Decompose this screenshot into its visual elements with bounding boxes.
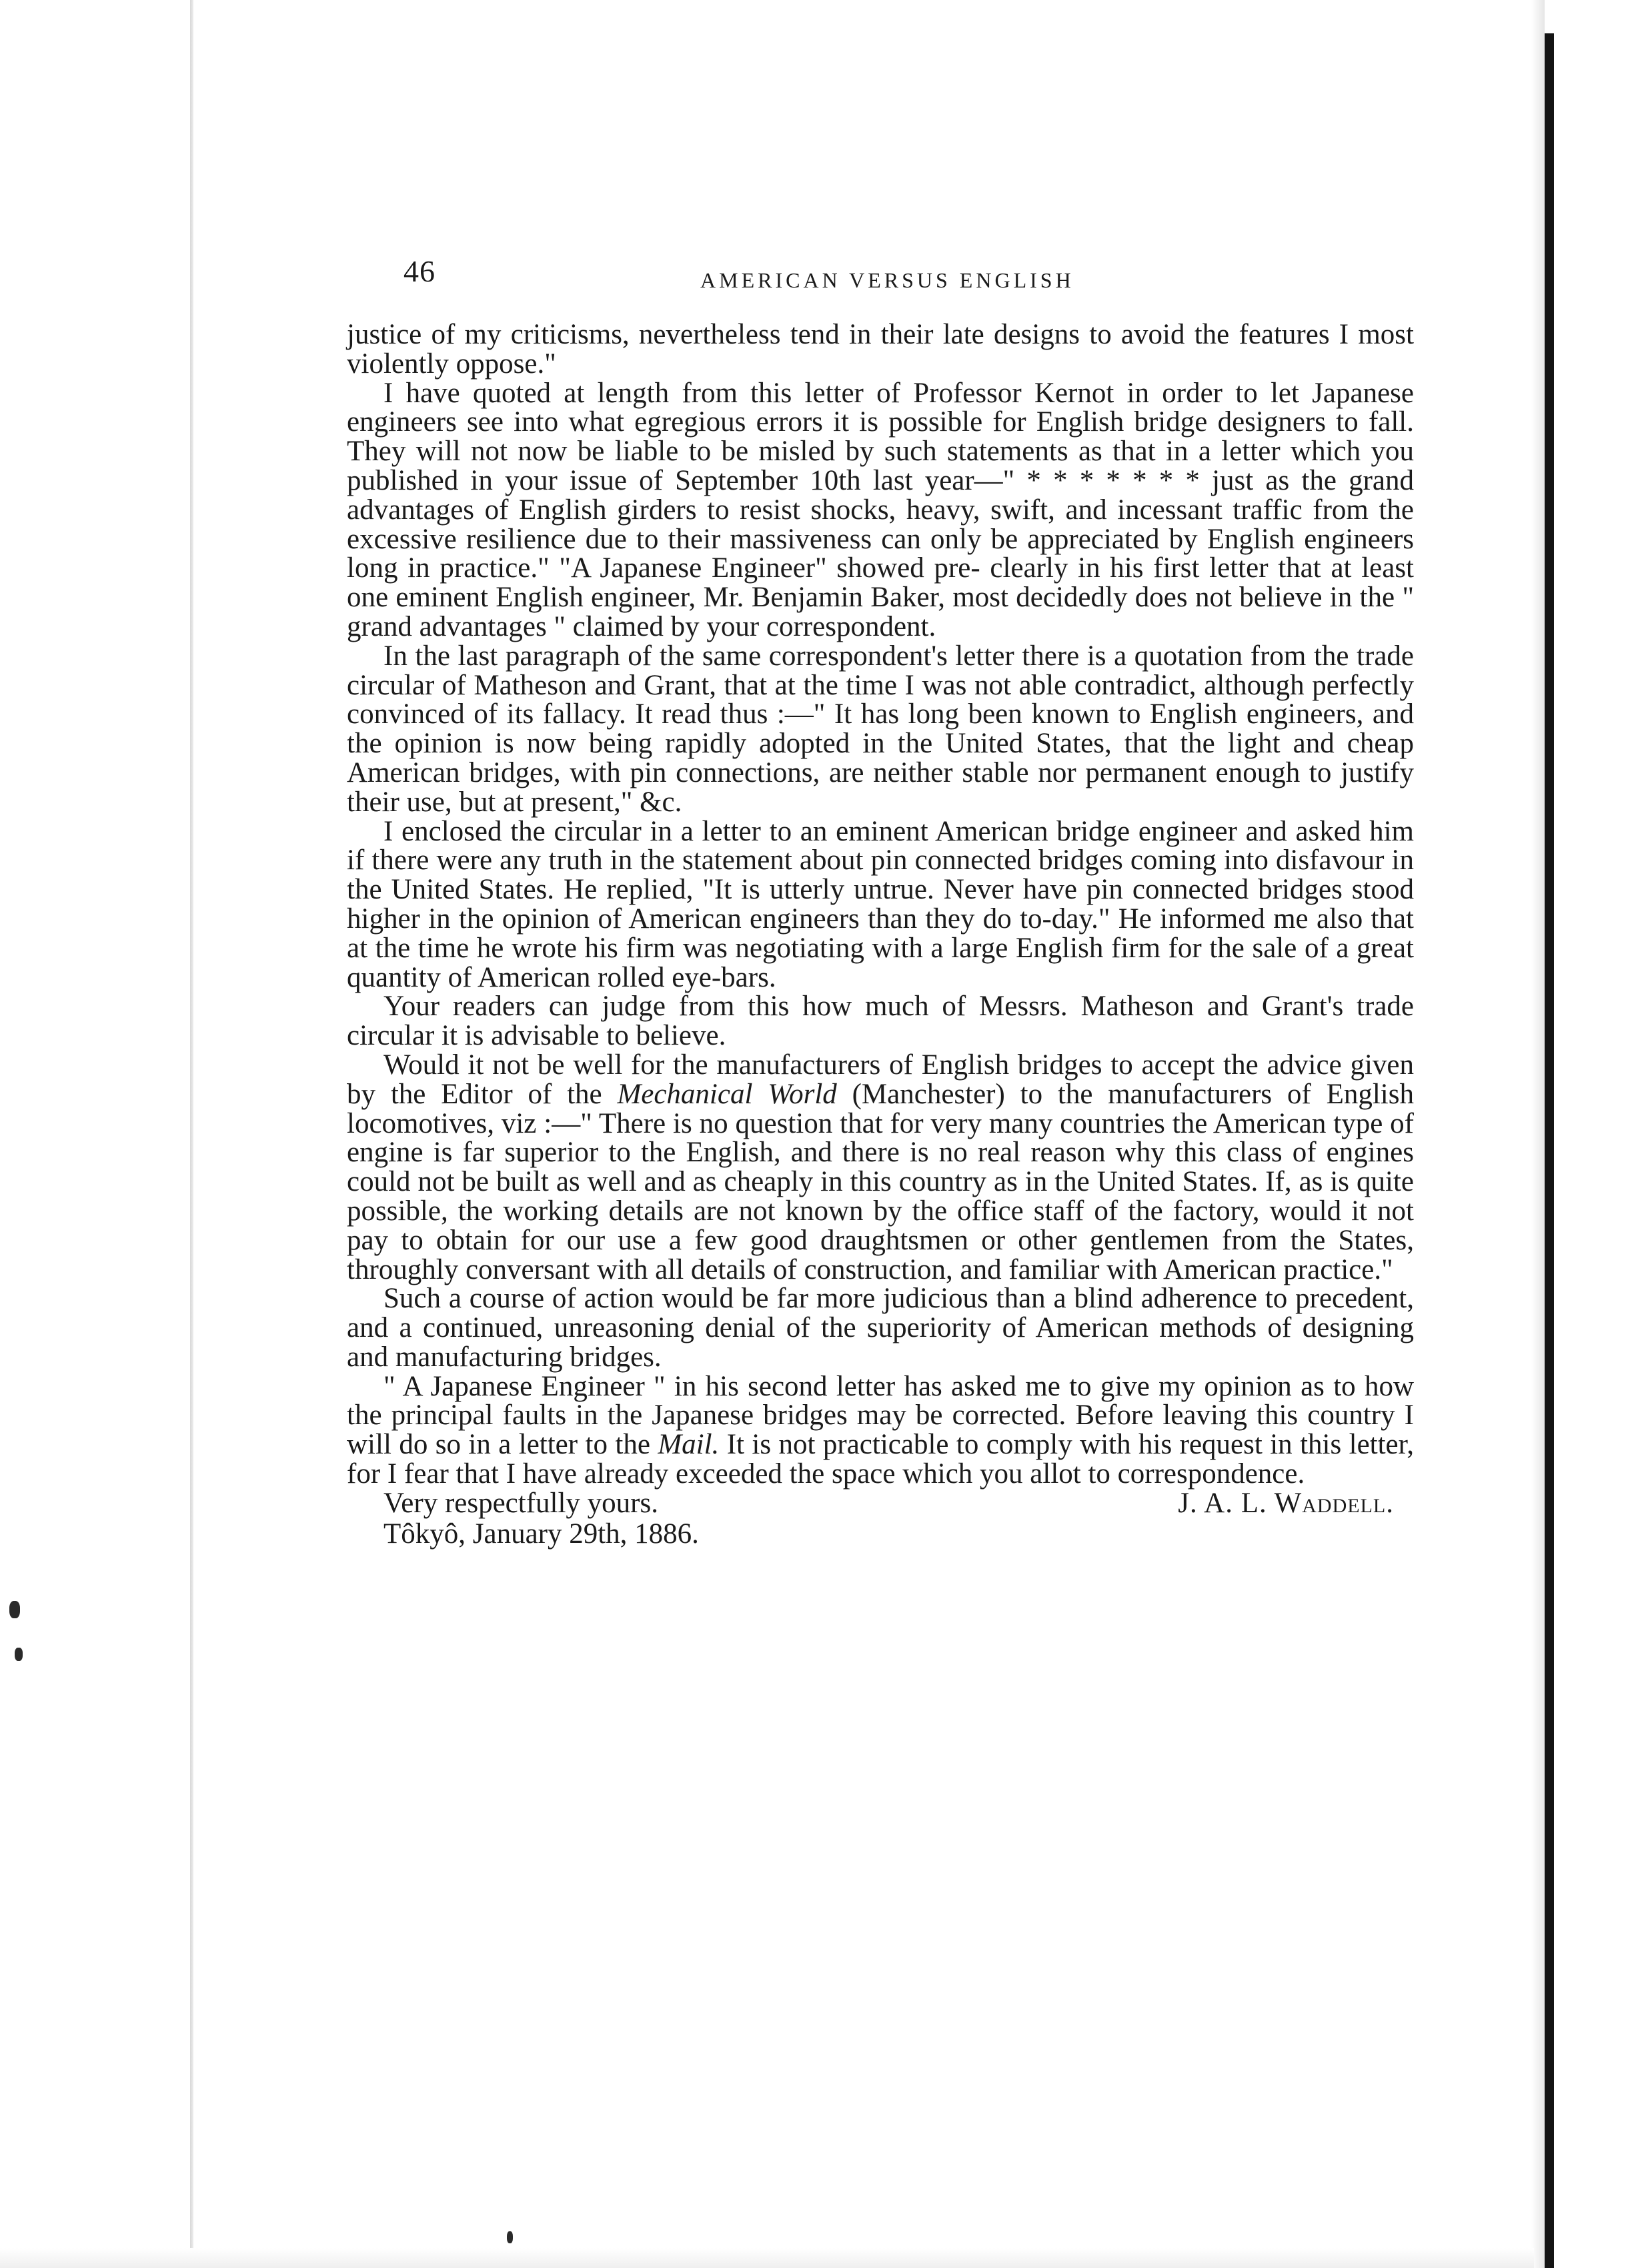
- paragraph: [347, 320, 1414, 379]
- paragraph-text: It is not practicable to comply with his request in this letter, for I fear that I have already exceeded the space which you allot to correspondence.: [347, 1429, 1414, 1490]
- paragraph: [347, 642, 1414, 817]
- closing-line: [347, 1489, 1414, 1520]
- paragraph-text: I enclosed the circular in a letter to an eminent American bridge engineer and asked him if there were any truth in the statement about pin connected bridges coming into disfavour in the United States. He replied, "It is utterly untrue. Never have pin connected bridges stood higher in the opinion of American engineers than they do to-day." He informed me also that at the time he wrote his firm was negotiating with a large English firm for the sale of a great quantity of American rolled eye-bars.: [347, 815, 1414, 993]
- scan-bottom-shadow: [0, 2248, 1534, 2268]
- paragraph: [347, 379, 1414, 642]
- running-head-title: AMERICAN VERSUS ENGLISH: [700, 268, 1074, 292]
- scan-speck: [15, 1648, 23, 1661]
- paragraph-text: justice of my criticisms, nevertheless tend in their late designs to avoid the features I most violently oppose.": [347, 319, 1414, 380]
- scan-speck: [507, 2231, 513, 2243]
- paragraph: [347, 817, 1414, 993]
- paragraph-text: In the last paragraph of the same correspondent's letter there is a quotation from the trade circular of Matheson and Grant, that at the time I was not able contradict, although perfectly convinced of its fallacy. It read thus :—" It has long been known to English engineers, and the opinion is now being rapidly adopted in the United States, that the light and cheap American bridges, with pin connections, are neither stable nor permanent enough to justify their use, but at present," &c.: [347, 640, 1414, 818]
- paragraph-text: Such a course of action would be far more judicious than a blind adherence to precedent, and a continued, unreasoning denial of the superiority of American methods of designing and manufacturing bridges.: [347, 1283, 1414, 1373]
- publication-title: Mail.: [658, 1429, 720, 1461]
- paragraph: [347, 1284, 1414, 1371]
- page-gutter: [190, 0, 193, 2268]
- publication-title: Mechanical World: [617, 1078, 837, 1110]
- paragraph-text: I have quoted at length from this letter of Professor Kernot in order to let Japanese engineers see into what egregious errors it is possible for English bridge designers to fall. They will not now be liable to be misled by such statements as that in a letter which you published in your issue of September 10th last year—" * * * * * * * just as the grand advantages of English girders to resist shocks, heavy, swift, and incessant traffic from the excessive resilience due to their massiveness can only be appreciated by English engineers long in practice." "A Japanese Engineer" showed pre- clearly in his first letter that at least one eminent English engineer, Mr. Benjamin Baker, most decidedly does not believe in the " grand advantages " claimed by your correspondent.: [347, 377, 1414, 642]
- place-date: Tôkyô, January 29th, 1886.: [383, 1518, 699, 1550]
- paragraph-text: (Manchester) to the manufacturers of English locomotives, viz :—" There is no question that for very many countries the American type of engine is far superior to the English, and there is no real reason why this class of engines could not be built as well and as cheaply in this country as in the United States. If, as is quite possible, the working details are not known by the office staff of the factory, would it not pay to obtain for our use a few good draughtsmen or other gentlemen from the States, throughly conversant with all details of construction, and familiar with American practice.": [347, 1078, 1414, 1285]
- salutation: Very respectfully yours.: [383, 1487, 658, 1519]
- page-number: 46: [403, 254, 436, 288]
- paragraph-text: Your readers can judge from this how much of Messrs. Matheson and Grant's trade circular it is advisable to believe.: [347, 991, 1414, 1052]
- dateline: [347, 1520, 1414, 1550]
- scan-edge-shadow: [1531, 0, 1545, 2268]
- body-text: [347, 320, 1414, 1489]
- running-head: [347, 253, 1414, 307]
- facing-page-edge: [1545, 33, 1638, 2268]
- document-page: [347, 253, 1414, 1988]
- paragraph: [347, 992, 1414, 1051]
- paragraph-text: Would it not be well for the manufacturers of English bridges to accept the advice given by the Editor of the: [347, 1049, 1414, 1110]
- paragraph: [347, 1372, 1414, 1489]
- signature: J. A. L. Waddell.: [1178, 1487, 1394, 1519]
- paragraph-text: " A Japanese Engineer " in his second letter has asked me to give my opinion as to how the principal faults in the Japanese bridges may be corrected. Before leaving this country I will do so in a letter to the: [347, 1370, 1414, 1461]
- scan-speck: [9, 1601, 20, 1618]
- paragraph: [347, 1051, 1414, 1284]
